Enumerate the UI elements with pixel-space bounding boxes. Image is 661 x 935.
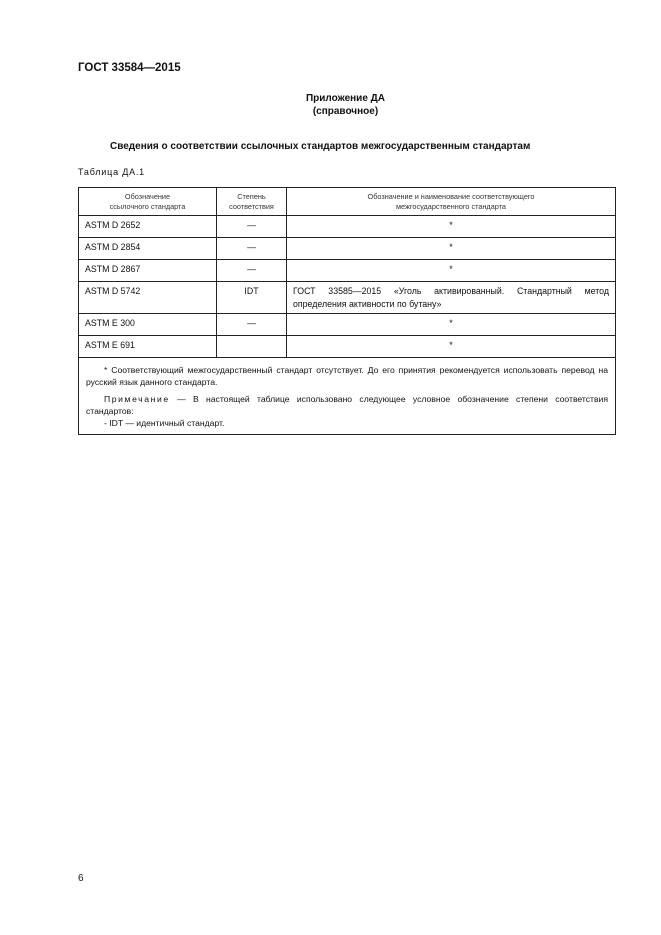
cell-degree: —: [217, 260, 287, 282]
cell-degree: [217, 336, 287, 358]
table-row: [79, 314, 616, 336]
table-row: [79, 282, 616, 314]
table-notes-row: [79, 358, 616, 435]
cell-gost: ГОСТ 33585—2015 «Уголь активированный. Стандартный метод определения активности по бутану»: [287, 282, 616, 314]
header-reference-standard: [79, 188, 217, 216]
header-line: межгосударственного стандарта: [396, 201, 506, 211]
cell-degree: —: [217, 314, 287, 336]
header-line: ссылочного стандарта: [109, 201, 186, 211]
cell-ref: ASTM D 2867: [79, 260, 217, 282]
table-row: [79, 216, 616, 238]
header-degree: [217, 188, 287, 216]
header-line: Степень: [237, 191, 266, 201]
header-line: Обозначение и наименование соответствующего: [367, 191, 535, 201]
cell-ref: ASTM D 2854: [79, 238, 217, 260]
cell-degree: —: [217, 238, 287, 260]
table-row: [79, 260, 616, 282]
cell-ref: ASTM E 691: [79, 336, 217, 358]
correspondence-table: [78, 187, 616, 435]
table-row: [79, 238, 616, 260]
cell-ref: ASTM D 2652: [79, 216, 217, 238]
cell-degree: IDT: [217, 282, 287, 314]
appendix-title: [0, 92, 661, 118]
table-header-row: [79, 188, 616, 216]
cell-ref: ASTM E 300: [79, 314, 217, 336]
note-label: Примечание: [104, 394, 170, 404]
section-heading: Сведения о соответствии ссылочных стандартов межгосударственным стандартам: [110, 141, 531, 152]
cell-degree: —: [217, 216, 287, 238]
cell-gost: *: [287, 260, 616, 282]
table-row: [79, 336, 616, 358]
table-caption: Таблица ДА.1: [78, 167, 145, 177]
header-line: соответствия: [229, 201, 274, 211]
cell-gost: *: [287, 216, 616, 238]
table-notes: [79, 358, 616, 435]
appendix-subtitle: (справочное): [312, 106, 379, 117]
cell-gost: *: [287, 238, 616, 260]
note-text: — В настоящей таблице использовано следующее условное обозначение степени соответствия стандартов:: [86, 394, 608, 416]
cell-gost: *: [287, 314, 616, 336]
cell-gost: *: [287, 336, 616, 358]
cell-ref: ASTM D 5742: [79, 282, 217, 314]
header-line: Обозначение: [124, 191, 171, 201]
table-note: [86, 393, 608, 417]
header-interstate-standard: [287, 188, 616, 216]
appendix-title-line: Приложение ДА: [305, 93, 386, 104]
table-footnote: * Соответствующий межгосударственный стандарт отсутствует. До его принятия рекомендуется использовать перевод на русский язык данного стандарта.: [86, 365, 608, 387]
document-code: ГОСТ 33584—2015: [78, 62, 181, 74]
note-list-item: - IDT — идентичный стандарт.: [104, 418, 225, 428]
page-number: 6: [78, 873, 84, 884]
